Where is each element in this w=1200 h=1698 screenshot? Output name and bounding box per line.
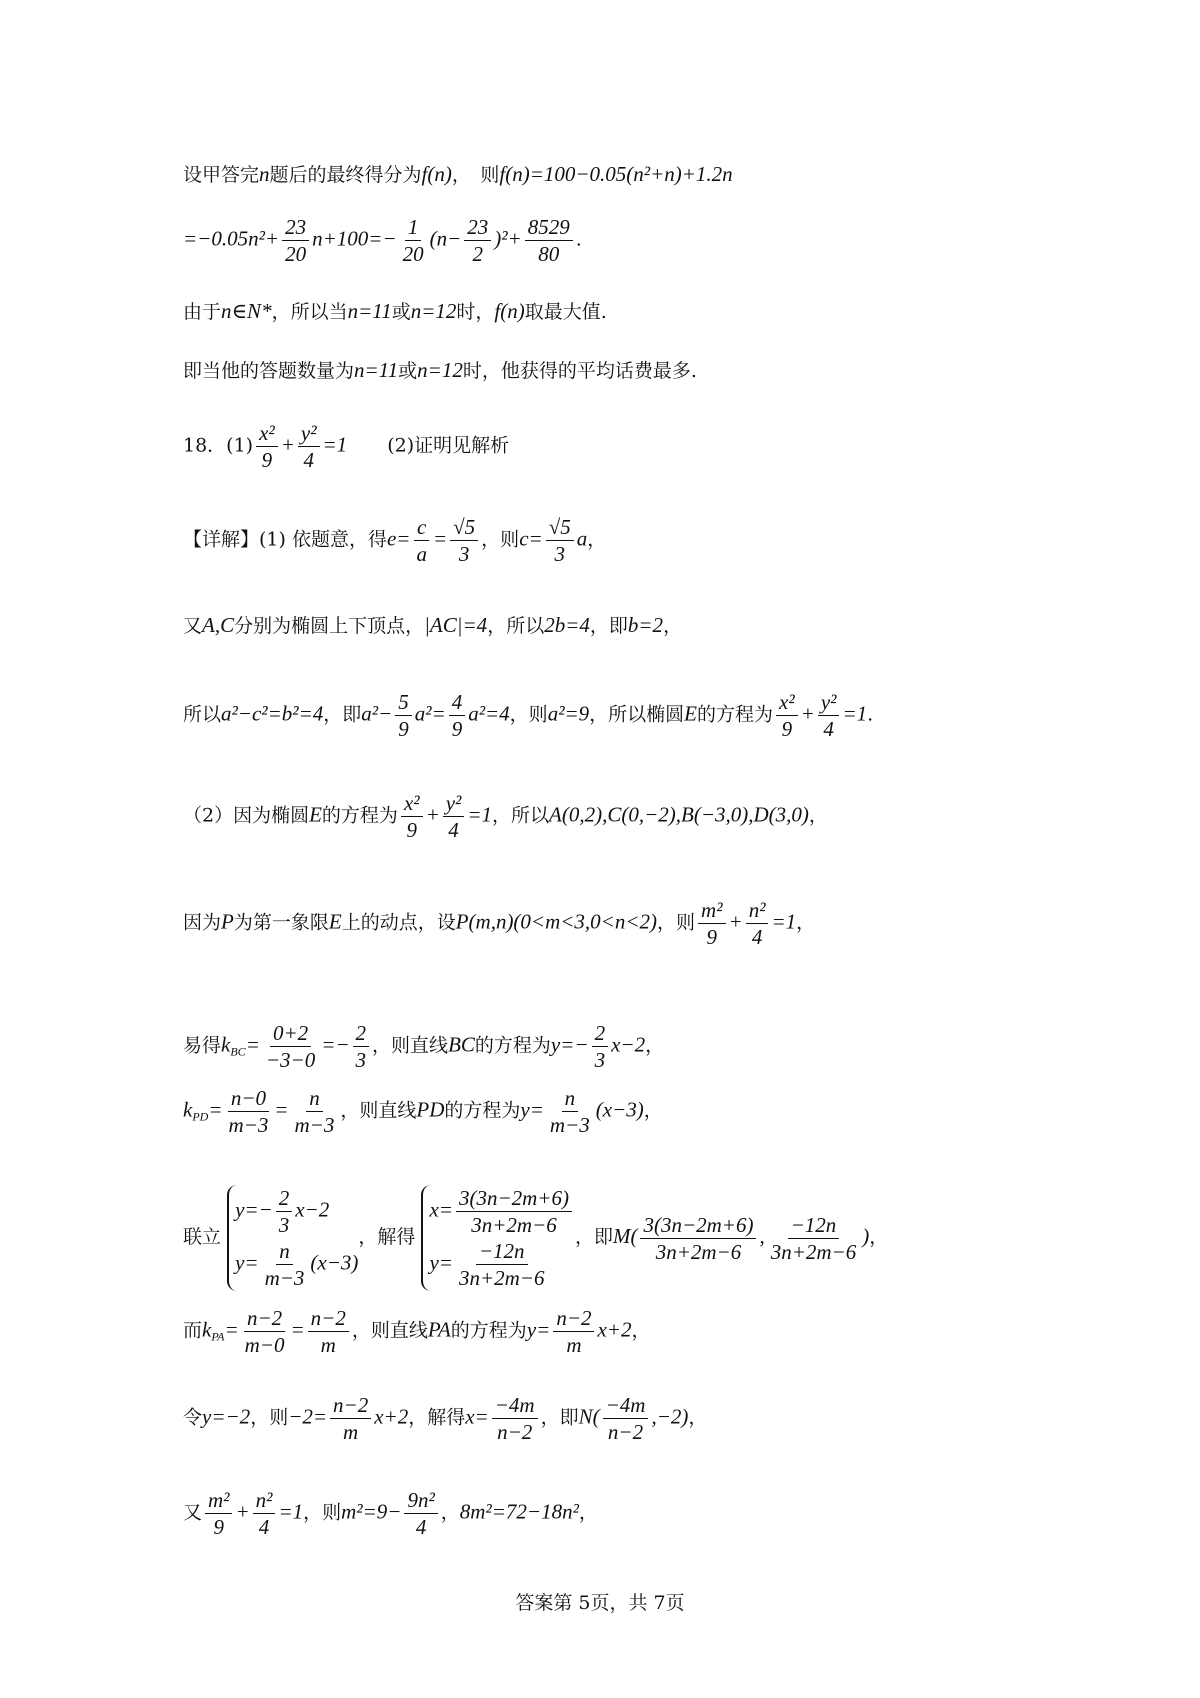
math-text: n−2 <box>497 1420 533 1444</box>
math-text: 1 <box>405 214 422 241</box>
math-text: A,C <box>202 613 235 637</box>
math-text: y= <box>526 1317 551 1342</box>
math-text: 易得 <box>183 1034 222 1057</box>
detail-eccentricity <box>183 514 606 567</box>
math-text: 3(3n−2m+6) <box>456 1185 572 1212</box>
math-text: ， <box>688 1406 708 1429</box>
math-text: P(m,n)(0<m<3,0<n<2) <box>455 909 658 934</box>
math-text: m <box>320 1333 336 1357</box>
math-text: n=12 <box>417 358 463 382</box>
fraction <box>818 689 840 742</box>
fraction <box>456 1238 548 1291</box>
math-text: x= <box>465 1404 489 1429</box>
math-text: a²= <box>414 701 446 726</box>
math-text: 4 <box>751 925 763 949</box>
math-text: 3n+2m−6 <box>655 1239 742 1264</box>
math-text: m²=9− <box>341 1499 402 1524</box>
math-text: ，则 <box>250 1406 289 1429</box>
math-text: 3 <box>278 1213 290 1237</box>
fraction <box>698 897 725 950</box>
line-m-squared <box>183 1487 598 1540</box>
math-text: c= <box>519 526 543 551</box>
math-text: m <box>343 1420 359 1444</box>
math-text: )²+ <box>494 226 522 251</box>
math-text: ) <box>862 1224 870 1248</box>
math-text: 20 <box>402 242 424 266</box>
math-text: n−2 <box>244 1305 285 1332</box>
math-text: x−2 <box>611 1032 646 1057</box>
math-text: (x−3) <box>595 1097 644 1122</box>
math-text: n <box>562 1085 579 1112</box>
fraction <box>292 1085 338 1138</box>
fraction <box>640 1212 756 1265</box>
math-text: 取最大值. <box>524 301 607 323</box>
fraction <box>547 1085 593 1138</box>
fraction <box>330 1392 371 1445</box>
math-text: BC <box>230 1044 246 1059</box>
math-text: PD <box>416 1097 445 1122</box>
math-text: ，则直线 <box>372 1034 449 1057</box>
math-text: + <box>235 1499 250 1524</box>
line-part2-points <box>183 790 828 843</box>
math-text: + <box>800 701 815 726</box>
math-text: ， <box>808 804 828 827</box>
math-text: ，则直线 <box>340 1099 417 1122</box>
math-text: y² <box>298 420 320 447</box>
math-text: −4m <box>603 1392 649 1419</box>
fraction <box>746 897 769 950</box>
math-text: 3 <box>458 542 470 566</box>
math-text: ，即 <box>574 1226 613 1248</box>
math-text: −12n <box>476 1238 528 1265</box>
line-point-n <box>183 1392 707 1445</box>
fraction <box>525 214 573 267</box>
math-text: n−2 <box>330 1392 371 1419</box>
math-text: N( <box>578 1404 600 1429</box>
math-text: ，即 <box>589 615 628 637</box>
math-text: 联立 <box>183 1226 222 1248</box>
math-text: ，所以当 <box>271 301 348 323</box>
math-text: y= <box>429 1250 453 1275</box>
math-text: 9 <box>706 925 718 949</box>
fraction <box>298 420 320 473</box>
math-text: m−3 <box>264 1266 305 1290</box>
math-text: n−2 <box>308 1305 349 1332</box>
math-text: (2)证明见解析 <box>387 434 510 457</box>
fraction <box>242 1305 288 1358</box>
math-text: a <box>576 526 588 551</box>
detail-heading: 【详解】(1) 依题意，得 <box>183 528 387 551</box>
math-text: 2 <box>276 1185 293 1212</box>
math-text: 2 <box>472 242 483 266</box>
math-text: = <box>208 1097 223 1122</box>
math-text: ，解得 <box>408 1406 466 1429</box>
line-conclusion-17 <box>183 356 697 385</box>
math-text: m² <box>205 1487 232 1514</box>
fraction <box>592 1020 609 1073</box>
math-text: √5 <box>546 514 574 541</box>
math-text: 80 <box>538 242 560 266</box>
fraction <box>413 514 430 567</box>
math-text: ， <box>663 615 683 637</box>
math-text: ，所以 <box>487 615 545 637</box>
math-text: =1 <box>842 701 868 726</box>
math-text: n=11 <box>354 358 399 382</box>
math-text: 题后的最终得分为 <box>269 164 422 186</box>
fraction <box>226 1085 272 1138</box>
math-text: √5 <box>450 514 478 541</box>
math-text: a²=4 <box>468 701 510 726</box>
math-text: + <box>280 432 295 457</box>
line-ac-vertices <box>183 611 682 640</box>
math-text: 3 <box>554 542 565 566</box>
math-text: y= <box>520 1097 544 1122</box>
fraction <box>776 689 798 742</box>
line-score-expansion <box>183 214 582 267</box>
math-text: 的方程为 <box>697 703 774 726</box>
fraction <box>464 214 491 267</box>
math-text: E <box>684 701 697 726</box>
math-text: ， <box>796 911 816 934</box>
math-text: 而 <box>183 1319 203 1342</box>
math-text: =− <box>321 1032 350 1057</box>
math-text: ， <box>578 1501 598 1524</box>
math-text: ， <box>440 1501 460 1524</box>
math-text: PA <box>211 1329 225 1344</box>
math-text: ，则 <box>657 911 696 934</box>
math-text: 4 <box>258 1515 270 1539</box>
fraction <box>276 1185 293 1238</box>
math-text: 令 <box>183 1406 203 1429</box>
math-text: 9 <box>213 1515 224 1539</box>
math-text: 所以 <box>183 703 222 726</box>
math-text: 的方程为 <box>321 804 398 827</box>
math-text: 3n+2m−6 <box>471 1213 557 1237</box>
math-text: = <box>224 1317 239 1342</box>
math-text: 2b=4 <box>544 613 590 637</box>
math-text: f(n) <box>421 162 452 186</box>
math-text: 2 <box>592 1020 609 1047</box>
math-text: 4 <box>303 448 314 472</box>
fraction <box>456 1185 572 1238</box>
math-text: . <box>575 228 582 251</box>
math-text: n=12 <box>410 299 457 323</box>
math-text: ，则 <box>481 528 520 551</box>
math-text: 9 <box>451 717 463 741</box>
math-text: 或 <box>398 360 418 382</box>
math-text: = <box>290 1317 305 1342</box>
math-text: 4 <box>415 1515 427 1539</box>
math-text: 又 <box>183 1501 203 1524</box>
line-system-solve <box>183 1185 888 1291</box>
math-text: P <box>221 909 234 934</box>
math-text: |AC|=4 <box>424 613 488 637</box>
fraction <box>400 214 427 267</box>
math-text: a²=9 <box>547 701 590 726</box>
math-text: 的方程为 <box>474 1034 551 1057</box>
math-text: n−0 <box>228 1085 269 1112</box>
fraction <box>443 790 465 843</box>
fraction <box>308 1305 349 1358</box>
math-text: −4m <box>492 1392 538 1419</box>
math-text: 时， <box>456 301 495 323</box>
line-slope-pd <box>183 1085 663 1138</box>
line-slope-pa <box>183 1305 651 1358</box>
fraction <box>404 1487 437 1540</box>
fraction <box>768 1212 860 1265</box>
math-text: = <box>274 1097 289 1122</box>
math-text: ，则 <box>509 703 548 726</box>
math-text: PD <box>192 1109 209 1124</box>
fraction <box>256 420 278 473</box>
math-text: k <box>221 1032 231 1057</box>
math-text: = <box>245 1032 260 1057</box>
math-text: 23 <box>282 214 309 241</box>
math-text: E <box>328 909 342 934</box>
fraction <box>450 514 478 567</box>
math-text: ， <box>643 1099 663 1122</box>
math-text: x+2 <box>374 1404 409 1429</box>
fraction <box>263 1020 318 1073</box>
math-text: 4 <box>449 689 466 716</box>
fraction <box>205 1487 232 1540</box>
math-text: , <box>759 1224 765 1248</box>
math-text: 9n² <box>404 1487 437 1514</box>
math-text: n² <box>253 1487 276 1514</box>
math-text: 分别为椭圆上下顶点， <box>234 615 425 637</box>
math-text: =1 <box>467 802 493 827</box>
math-text: −3−0 <box>265 1048 316 1072</box>
math-text: 3 <box>594 1048 606 1072</box>
math-text: a²− <box>361 701 393 726</box>
q18-answer <box>183 420 509 473</box>
math-text: n∈N* <box>221 299 272 323</box>
math-text: ，即 <box>323 703 362 726</box>
math-text: n=11 <box>347 299 392 323</box>
math-text: n² <box>746 897 769 924</box>
fraction <box>401 790 423 843</box>
math-text: ， <box>869 1226 889 1248</box>
math-text: = <box>432 526 448 551</box>
math-text: 5 <box>395 689 412 716</box>
math-text: 时，他获得的平均话费最多. <box>462 360 697 382</box>
fraction <box>253 1487 276 1540</box>
fraction <box>449 689 466 742</box>
math-text: −2= <box>288 1404 328 1429</box>
math-text: c <box>414 514 429 541</box>
fraction <box>603 1392 649 1445</box>
math-text: y² <box>443 790 465 817</box>
math-text: 3 <box>355 1048 367 1072</box>
math-text: =1 <box>322 432 348 457</box>
math-text: y² <box>818 689 840 716</box>
math-text: ，所以椭圆 <box>589 703 685 726</box>
math-text: y=− <box>235 1197 273 1222</box>
math-text: m−0 <box>244 1333 285 1357</box>
math-text: =−0.05n²+ <box>183 226 280 251</box>
math-text: f(n) <box>494 299 525 323</box>
math-text: 8m²=72−18n² <box>459 1499 579 1524</box>
fraction <box>553 1305 594 1358</box>
math-text: n−2 <box>553 1305 594 1332</box>
math-text: =1 <box>278 1499 304 1524</box>
fraction <box>395 689 412 742</box>
math-text: a²−c²=b²=4 <box>221 701 324 726</box>
math-text: x= <box>429 1197 453 1222</box>
math-text: e= <box>386 526 411 551</box>
math-text: PA <box>427 1317 451 1342</box>
math-text: m−3 <box>228 1113 269 1137</box>
math-text: 3(3n−2m+6) <box>640 1212 756 1239</box>
question-number: 18．(1) <box>183 434 254 457</box>
line-ellipse-equation <box>183 689 873 742</box>
math-text: k <box>202 1317 212 1342</box>
line-max-condition <box>183 297 607 326</box>
math-text: (n− <box>429 226 462 251</box>
math-text: 20 <box>285 242 307 266</box>
math-text: 0+2 <box>270 1020 311 1047</box>
math-text: ，则直线 <box>351 1319 428 1342</box>
math-text: 9 <box>261 448 273 472</box>
math-text: a <box>416 542 427 566</box>
math-text: 9 <box>406 818 417 842</box>
math-text: 4 <box>448 818 459 842</box>
math-text: ， <box>631 1319 651 1342</box>
math-text: x² <box>401 790 423 817</box>
math-text: n+100=− <box>312 226 397 251</box>
math-text: 的方程为 <box>444 1099 521 1122</box>
math-text: b=2 <box>627 613 664 637</box>
math-text: y=−2 <box>202 1404 251 1429</box>
math-text: ，则 <box>303 1501 342 1524</box>
math-text: 9 <box>781 717 793 741</box>
math-text: E <box>309 802 322 827</box>
math-text: ，所以 <box>492 804 550 827</box>
page-footer: 答案第 5页，共 7页 <box>515 1592 685 1614</box>
math-text: m−3 <box>294 1113 335 1137</box>
math-text: x−2 <box>295 1197 330 1222</box>
math-text: ， <box>645 1034 665 1057</box>
math-text: x² <box>776 689 798 716</box>
math-text: 又 <box>183 615 203 637</box>
math-text: y= <box>235 1250 259 1275</box>
math-text: A(0,2),C(0,−2),B(−3,0),D(3,0) <box>549 802 809 827</box>
math-text: BC <box>448 1032 475 1057</box>
math-text: f(n)=100−0.05(n²+n)+1.2n <box>499 162 733 186</box>
math-text: M( <box>612 1224 638 1248</box>
math-text: 3n+2m−6 <box>458 1266 545 1290</box>
math-text: . <box>867 703 874 726</box>
math-text: 由于 <box>183 301 222 323</box>
math-text: m−3 <box>549 1113 590 1137</box>
math-text: −12n <box>788 1212 840 1239</box>
math-text: 8529 <box>525 214 573 241</box>
math-text: ， <box>587 528 607 551</box>
math-text: n <box>276 1238 293 1265</box>
line-score-definition <box>183 160 733 189</box>
math-text: =1 <box>771 909 797 934</box>
math-text: ，即 <box>540 1406 579 1429</box>
math-text: n−2 <box>607 1420 644 1444</box>
math-text: （2）因为椭圆 <box>183 804 310 827</box>
math-text: m <box>566 1333 582 1357</box>
math-text: ， 则 <box>451 164 500 186</box>
math-text: 的方程为 <box>450 1319 527 1342</box>
math-text: + <box>728 909 743 934</box>
math-text: 因为 <box>183 911 222 934</box>
math-text: 上的动点，设 <box>341 911 456 934</box>
math-text: 9 <box>398 717 409 741</box>
math-text: 2 <box>353 1020 370 1047</box>
math-text: + <box>425 802 440 827</box>
math-text: x² <box>256 420 278 447</box>
solution-system <box>421 1185 575 1291</box>
math-text: 23 <box>464 214 491 241</box>
fraction <box>492 1392 538 1445</box>
fraction <box>353 1020 370 1073</box>
math-text: n <box>259 162 270 186</box>
math-text: k <box>183 1097 193 1122</box>
math-text: ，解得 <box>358 1226 416 1248</box>
math-text: y=− <box>550 1032 589 1057</box>
math-text: 4 <box>823 717 834 741</box>
equation-system <box>227 1185 358 1291</box>
math-text: ,−2) <box>651 1404 689 1429</box>
line-slope-bc <box>183 1020 664 1073</box>
fraction <box>282 214 309 267</box>
fraction <box>262 1238 308 1291</box>
math-text: 设甲答完 <box>183 164 260 186</box>
math-text: m² <box>698 897 725 924</box>
math-text: (x−3) <box>310 1250 359 1275</box>
math-text: 或 <box>391 301 411 323</box>
math-text: n <box>306 1085 323 1112</box>
fraction <box>546 514 574 567</box>
math-text: 即当他的答题数量为 <box>183 360 355 382</box>
math-text: 为第一象限 <box>233 911 329 934</box>
math-text: 3n+2m−6 <box>770 1239 857 1264</box>
math-text: x+2 <box>597 1317 632 1342</box>
line-point-p <box>183 897 815 950</box>
